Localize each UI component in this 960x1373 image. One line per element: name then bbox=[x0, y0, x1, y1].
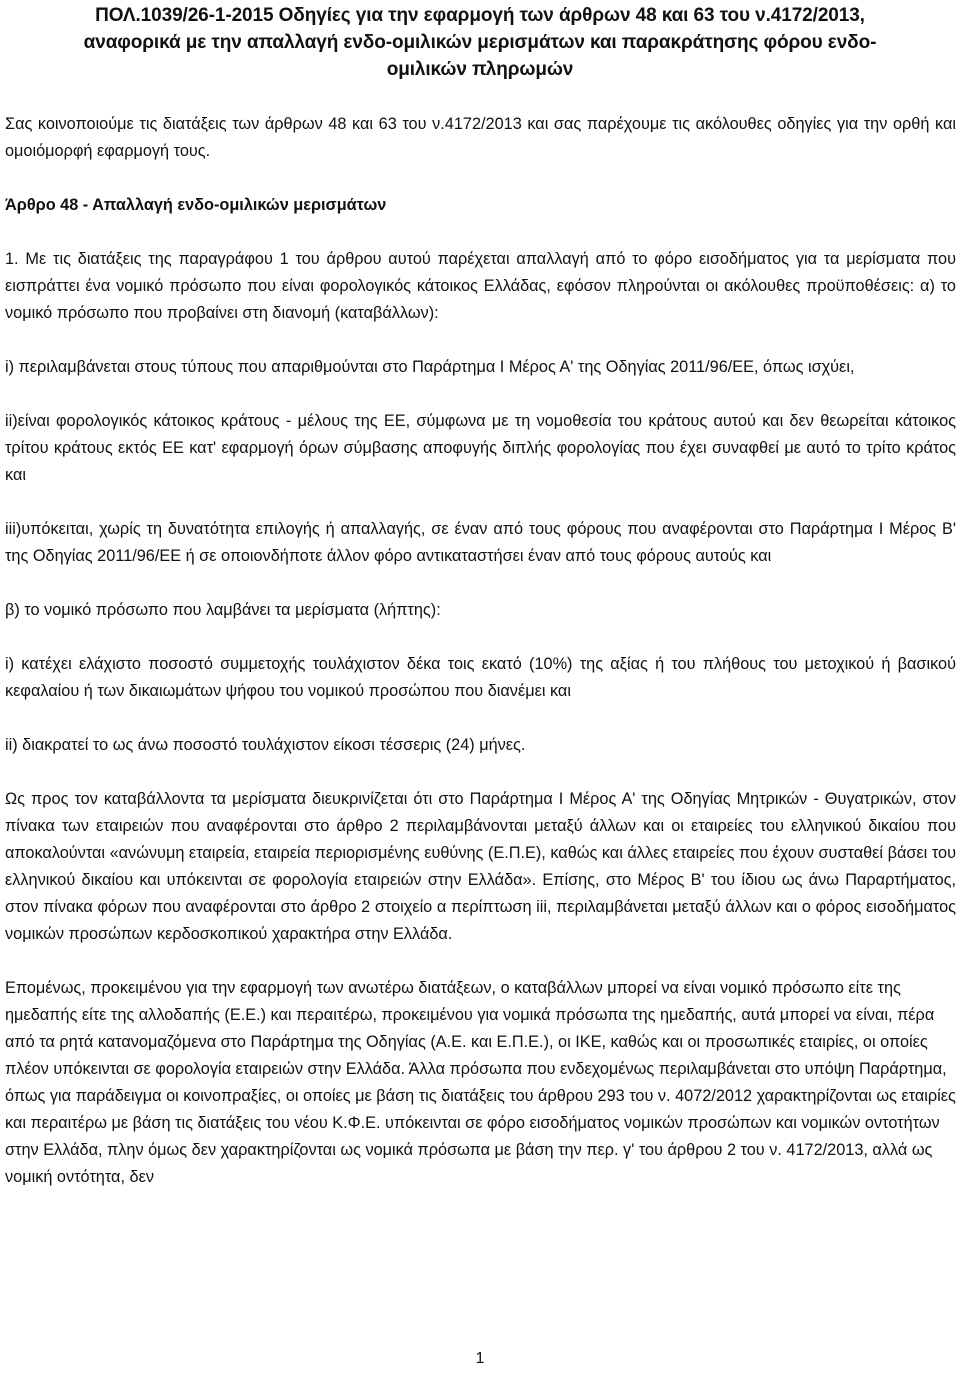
title-line-2: αναφορικά με την απαλλαγή ενδο-ομιλικών μερισμάτων και παρακράτησης φόρου ενδο- bbox=[83, 32, 877, 53]
paragraph: ii)είναι φορολογικός κάτοικος κράτους - μέλους της ΕΕ, σύμφωνα με τη νομοθεσία του κράτους αυτού και δεν θεωρείται κάτοικος τρίτου κράτους εκτός ΕΕ κατ' εφαρμογή όρων σύμβασης αποφυγής διπλής φορολογίας που έχει συναφθεί με αυτό το τρίτο κράτος και bbox=[5, 412, 956, 484]
paragraph: iii)υπόκειται, χωρίς τη δυνατότητα επιλογής ή απαλλαγής, σε έναν από τους φόρους που αναφέρονται στο Παράρτημα Ι Μέρος Β' της Οδηγίας 2011/96/ΕΕ ή σε οποιονδήποτε άλλον φόρο αντικαταστήσει έναν από τους φόρους αυτούς και bbox=[5, 520, 956, 565]
paragraph: i) κατέχει ελάχιστο ποσοστό συμμετοχής τουλάχιστον δέκα τοις εκατό (10%) της αξίας ή του πλήθους του μετοχικού ή βασικού κεφαλαίου ή των δικαιωμάτων ψήφου του νομικού προσώπου που διανέμει και bbox=[5, 655, 956, 700]
paragraph: ii) διακρατεί το ως άνω ποσοστό τουλάχιστον είκοσι τέσσερις (24) μήνες. bbox=[5, 736, 526, 754]
paragraph: β) το νομικό πρόσωπο που λαμβάνει τα μερίσματα (λήπτης): bbox=[5, 601, 441, 619]
paragraph: i) περιλαμβάνεται στους τύπους που απαριθμούνται στο Παράρτημα Ι Μέρος Α' της Οδηγίας 2011/96/ΕΕ, όπως ισχύει, bbox=[5, 358, 855, 376]
title-line-1: ΠΟΛ.1039/26-1-2015 Οδηγίες για την εφαρμογή των άρθρων 48 και 63 του ν.4172/2013, bbox=[95, 5, 865, 26]
paragraph: Επομένως, προκειμένου για την εφαρμογή των ανωτέρω διατάξεων, ο καταβάλλων μπορεί να είναι νομικό πρόσωπο είτε της ημεδαπής είτε της αλλοδαπής (Ε.Ε.) και περαιτέρω, προκειμένου για νομικά πρόσωπα της ημεδαπής, αυτά μπορεί να είναι, πέρα από τα ρητά κατανομαζόμενα στο Παράρτημα της Οδηγίας (Α.Ε. και Ε.Π.Ε.), οι ΙΚΕ, καθώς και οι προσωπικές εταιρίες, οι οποίες πλέον υπόκεινται σε φορολογία εταιρειών στην Ελλάδα. Άλλα πρόσωπα που ενδεχομένως περιλαμβάνεται στο υπόψη Παράρτημα, όπως για παράδειγμα οι κοινοπραξίες, οι οποίες με βάση τις διατάξεις του άρθρου 293 του ν. 4072/2012 χαρακτηρίζονται ως εταιρίες και περαιτέρω με βάση τις διατάξεις του νέου Κ.Φ.Ε. υπόκεινται σε φόρο εισοδήματος νομικών προσώπων και νομικών οντοτήτων στην Ελλάδα, πλην όμως δεν χαρακτηρίζονται ως νομικά πρόσωπα με βάση την περ. γ' του άρθρου 2 του ν. 4172/2013, αλλά ως νομική οντότητα, δεν bbox=[5, 979, 956, 1186]
document-body bbox=[5, 111, 956, 1218]
article-heading: Άρθρο 48 - Απαλλαγή ενδο-ομιλικών μερισμάτων bbox=[5, 196, 387, 214]
page-number: 1 bbox=[475, 1350, 485, 1367]
paragraph: Ως προς τον καταβάλλοντα τα μερίσματα διευκρινίζεται ότι στο Παράρτημα Ι Μέρος Α' της Οδηγίας Μητρικών - Θυγατρικών, στον πίνακα των εταιρειών που αναφέρονται στο άρθρο 2 περιλαμβάνονται μεταξύ άλλων και οι εταιρείες του ελληνικού δικαίου που αποκαλούνται «ανώνυμη εταιρεία, εταιρεία περιορισμένης ευθύνης (Ε.Π.Ε), καθώς και άλλες εταιρείες που έχουν συσταθεί βάσει του ελληνικού δικαίου και υπόκεινται σε φορολογία εταιρειών στην Ελλάδα». Επίσης, στο Μέρος Β' του ίδιου ως άνω Παραρτήματος, στον πίνακα φόρων που αναφέρονται στο άρθρο 2 στοιχείο α περίπτωση iii, περιλαμβάνεται μεταξύ άλλων και ο φόρος εισοδήματος νομικών προσώπων κερδοσκοπικού χαρακτήρα στην Ελλάδα. bbox=[5, 790, 956, 943]
intro-paragraph: Σας κοινοποιούμε τις διατάξεις των άρθρων 48 και 63 του ν.4172/2013 και σας παρέχουμε τις ακόλουθες οδηγίες για την ορθή και ομοιόμορφή εφαρμογή τους. bbox=[5, 115, 956, 160]
document-title bbox=[0, 2, 960, 83]
paragraph: 1. Με τις διατάξεις της παραγράφου 1 του άρθρου αυτού παρέχεται απαλλαγή από το φόρο εισοδήματος για τα μερίσματα που εισπράττει ένα νομικό πρόσωπο που είναι φορολογικός κάτοικος Ελλάδας, εφόσον πληρούνται οι ακόλουθες προϋποθέσεις: α) το νομικό πρόσωπο που προβαίνει στη διανομή (καταβάλλων): bbox=[5, 250, 956, 322]
title-line-3: ομιλικών πληρωμών bbox=[386, 59, 574, 80]
